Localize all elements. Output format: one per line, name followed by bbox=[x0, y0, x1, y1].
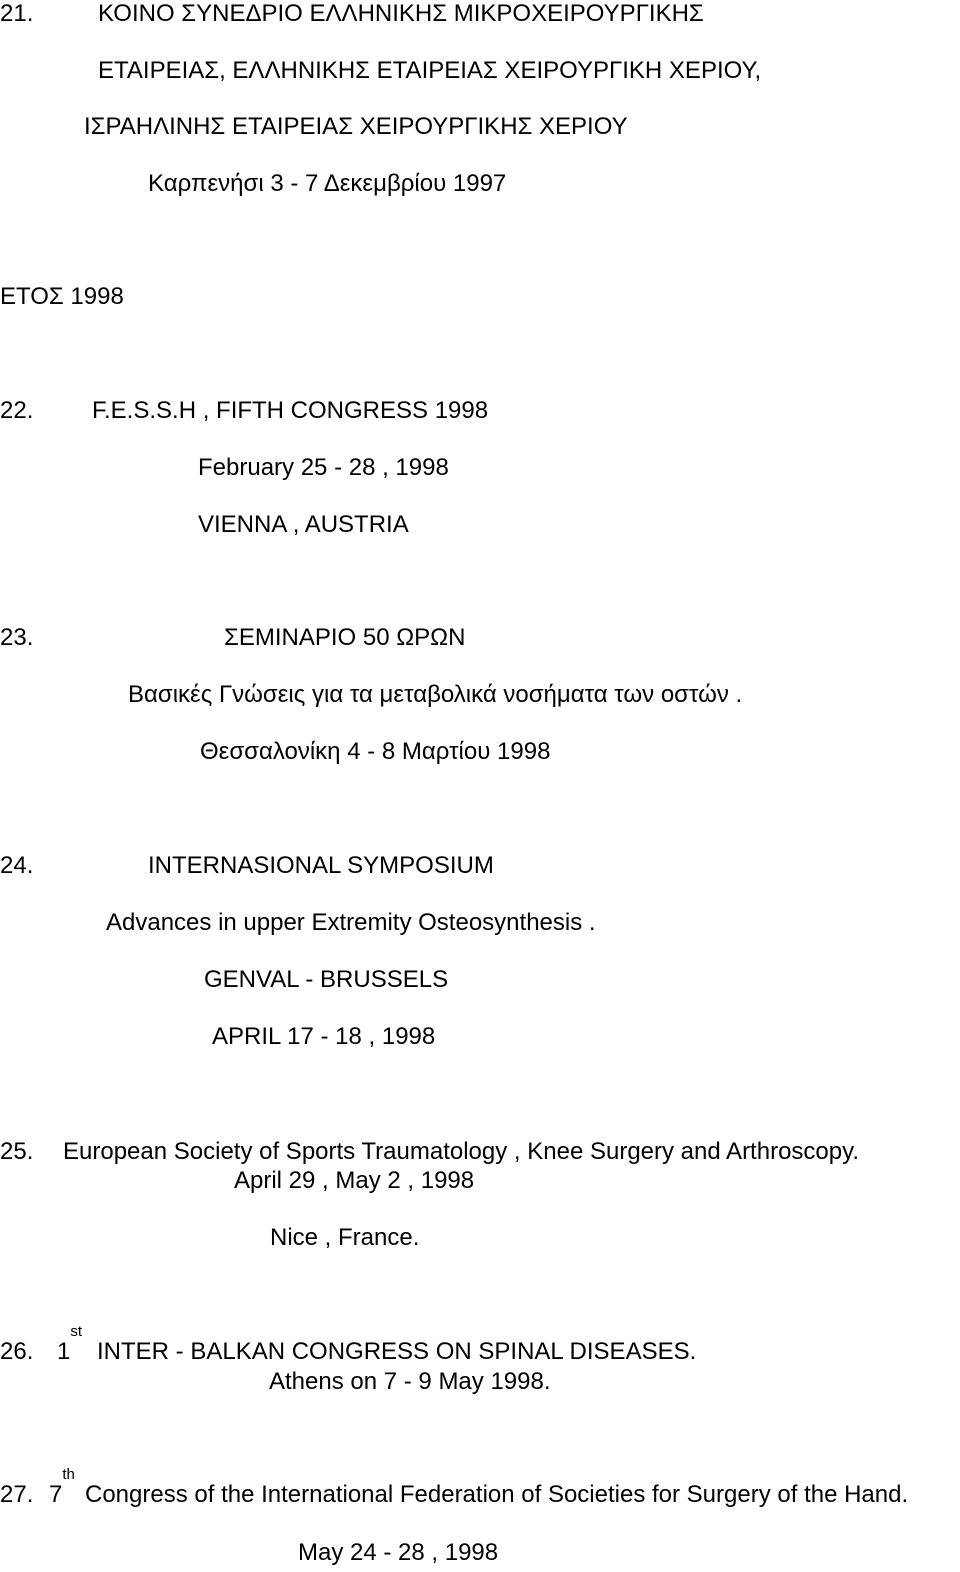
entry-27-ordinal bbox=[49, 1466, 75, 1509]
entry-21-line-2: ΕΤΑΙΡΕΙΑΣ, ΕΛΛΗΝΙΚΗΣ ΕΤΑΙΡΕΙΑΣ ΧΕΙΡΟΥΡΓΙΚΗ ΧΕΡΙΟΥ, bbox=[98, 57, 762, 84]
entry-25-line-2: April 29 , May 2 , 1998 bbox=[234, 1167, 475, 1194]
entry-27-ordinal-number: 7 bbox=[49, 1481, 63, 1508]
entry-24-line-2: Advances in upper Extremity Osteosynthesis . bbox=[106, 909, 596, 936]
entry-26-number: 26. bbox=[0, 1338, 34, 1365]
entry-24-line-3: GENVAL - BRUSSELS bbox=[204, 966, 449, 993]
entry-26-line-2: Athens on 7 - 9 May 1998. bbox=[269, 1368, 551, 1395]
entry-22-line-1: F.E.S.S.H , FIFTH CONGRESS 1998 bbox=[92, 397, 489, 424]
entry-21-line-4: Καρπενήσι 3 - 7 Δεκεμβρίου 1997 bbox=[148, 170, 507, 197]
entry-27-ordinal-suffix: th bbox=[62, 1466, 75, 1483]
entry-26-ordinal-suffix: st bbox=[70, 1323, 83, 1340]
entry-22-line-2: February 25 - 28 , 1998 bbox=[198, 454, 449, 481]
entry-24-number: 24. bbox=[0, 852, 34, 879]
entry-21-number: 21. bbox=[0, 0, 34, 27]
entry-23-line-2: Βασικές Γνώσεις για τα μεταβολικά νοσήματα των οστών . bbox=[128, 681, 743, 708]
entry-27-line-1: Congress of the International Federation of Societies for Surgery of the Hand. bbox=[85, 1481, 909, 1508]
entry-22-line-3: VIENNA , AUSTRIA bbox=[198, 511, 409, 538]
entry-25-line-3: Nice , France. bbox=[270, 1224, 420, 1251]
entry-22-number: 22. bbox=[0, 397, 34, 424]
entry-26-ordinal-number: 1 bbox=[57, 1338, 71, 1365]
entry-25-number: 25. bbox=[0, 1138, 34, 1165]
entry-21-line-1: ΚΟΙΝΟ ΣΥΝΕΔΡΙΟ ΕΛΛΗΝΙΚΗΣ ΜΙΚΡΟΧΕΙΡΟΥΡΓΙΚΗΣ bbox=[98, 0, 704, 27]
entry-24-line-4: APRIL 17 - 18 , 1998 bbox=[212, 1023, 436, 1050]
entry-23-line-3: Θεσσαλονίκη 4 - 8 Μαρτίου 1998 bbox=[200, 738, 551, 765]
entry-21-line-3: ΙΣΡΑΗΛΙΝΗΣ ΕΤΑΙΡΕΙΑΣ ΧΕΙΡΟΥΡΓΙΚΗΣ ΧΕΡΙΟΥ bbox=[84, 113, 628, 140]
entry-24-line-1: INTERNASIONAL SYMPOSIUM bbox=[148, 852, 494, 879]
entry-26-line-1: INTER - BALKAN CONGRESS ON SPINAL DISEASES. bbox=[97, 1338, 697, 1365]
entry-27-line-2: May 24 - 28 , 1998 bbox=[298, 1539, 499, 1566]
entry-25-line-1: European Society of Sports Traumatology , Knee Surgery and Arthroscopy. bbox=[63, 1138, 859, 1165]
entry-23-number: 23. bbox=[0, 624, 34, 651]
entry-27-number: 27. bbox=[0, 1481, 34, 1508]
year-heading: ΕΤΟΣ 1998 bbox=[0, 283, 124, 310]
entry-26-ordinal bbox=[57, 1323, 83, 1366]
entry-23-line-1: ΣΕΜΙΝΑΡΙΟ 50 ΩΡΩΝ bbox=[224, 624, 466, 651]
